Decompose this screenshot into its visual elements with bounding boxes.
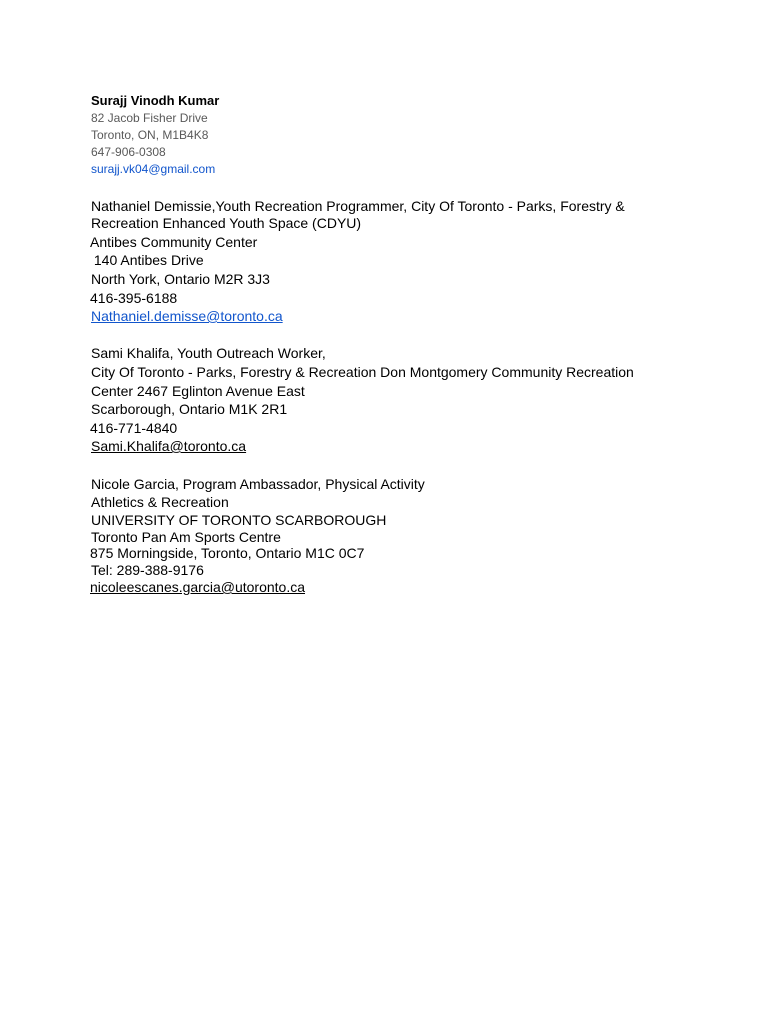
- reference-1-line-3: Antibes Community Center: [90, 234, 258, 250]
- reference-1-line-2: Recreation Enhanced Youth Space (CDYU): [91, 215, 362, 231]
- sender-email-link[interactable]: surajj.vk04@gmail.com: [91, 162, 216, 176]
- sender-street: 82 Jacob Fisher Drive: [91, 111, 208, 125]
- reference-1-line-5: North York, Ontario M2R 3J3: [91, 271, 270, 287]
- reference-3-line-1: Nicole Garcia, Program Ambassador, Physical Activity: [91, 476, 425, 492]
- sender-city: Toronto, ON, M1B4K8: [91, 128, 209, 142]
- reference-2-line-2: City Of Toronto - Parks, Forestry & Recreation Don Montgomery Community Recreation: [91, 364, 634, 380]
- reference-2-line-4: Scarborough, Ontario M1K 2R1: [91, 401, 288, 417]
- reference-2-email-link[interactable]: Sami.Khalifa@toronto.ca: [91, 438, 247, 454]
- reference-3-line-3: UNIVERSITY OF TORONTO SCARBOROUGH: [91, 512, 387, 528]
- reference-3-line-2: Athletics & Recreation: [91, 494, 229, 510]
- reference-1-line-6: 416-395-6188: [90, 290, 178, 306]
- sender-phone: 647-906-0308: [91, 145, 166, 159]
- reference-1-line-4: 140 Antibes Drive: [90, 252, 204, 268]
- reference-3-line-6: Tel: 289-388-9176: [91, 562, 204, 578]
- reference-3-email-link[interactable]: nicoleescanes.garcia@utoronto.ca: [90, 579, 306, 595]
- reference-1-line-1: Nathaniel Demissie,Youth Recreation Programmer, City Of Toronto - Parks, Forestry &: [91, 198, 625, 214]
- sender-name: Surajj Vinodh Kumar: [91, 93, 220, 108]
- reference-3-line-5: 875 Morningside, Toronto, Ontario M1C 0C7: [90, 545, 365, 561]
- reference-3-line-4: Toronto Pan Am Sports Centre: [91, 529, 281, 545]
- reference-2-line-5: 416-771-4840: [90, 420, 178, 436]
- reference-2-line-1: Sami Khalifa, Youth Outreach Worker,: [91, 345, 326, 361]
- reference-2-line-3: Center 2467 Eglinton Avenue East: [91, 383, 305, 399]
- reference-1-email-link[interactable]: Nathaniel.demisse@toronto.ca: [91, 308, 283, 324]
